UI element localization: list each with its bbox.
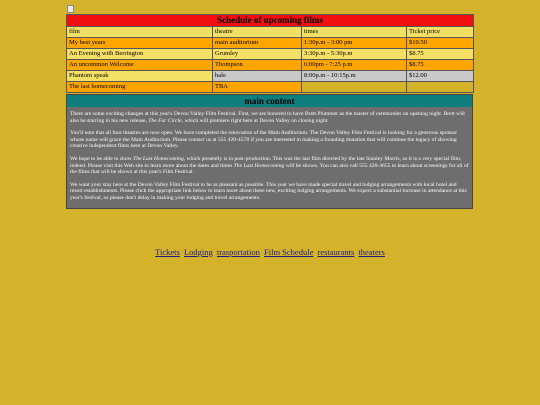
cell-theatre: Grumley [213,49,302,60]
text: , which presently is in post-production. This was the last film directed by the late Stanley Morris, so it is a very special film, indeed. Please visit this Web site to learn more about the dates and times [70,155,462,169]
cell-film: The last homecoming [67,82,213,93]
cell-price: $8.75 [407,49,474,60]
nav-link-film-schedule[interactable]: Film Schedule [264,247,314,257]
cell-price: $8.75 [407,60,474,71]
nav-link-transportation[interactable]: trasportation [216,247,260,257]
table-row [67,60,474,71]
main-content-body [67,107,472,208]
text: will be shown. You can also call 555 420-4655 to learn about screenings for all of the films that will be shown at this year's Film Festival. [70,162,469,176]
header-ticket-price: Ticket price [407,27,474,38]
nav-link-restaurants[interactable]: restaurants [317,247,355,257]
film-title-emphasis: The Far Circle [148,117,182,124]
cell-film: An uncommon Welcome [67,60,213,71]
text: , which will premiere right here at Devon Valley on closing night. [181,117,329,124]
cell-theatre: TBA [213,82,302,93]
content-wrapper [66,14,473,209]
broken-image-icon [67,5,74,13]
paragraph-last-homecoming [70,156,469,176]
paragraph-mc [70,111,469,124]
cell-times: 6:00pm - 7:25 p.m [302,60,407,71]
header-theatre: theatre [213,27,302,38]
nav-link-tickets[interactable]: Tickets [155,247,180,257]
schedule-title: Schedule of upcoming films [67,15,474,27]
footer-nav [0,247,540,257]
header-film: film [67,27,213,38]
cell-film: An Evening with Berrington [67,49,213,60]
cell-film: My best years [67,38,213,49]
cell-theatre: main auditorium [213,38,302,49]
cell-price: $12.00 [407,71,474,82]
text: There are some exciting changes at this year's Devon Valley Film Festival. First, we are honored to have Brett Plummer as the master of ceremonies on opening night. Brett will also be starring in his new release, [70,111,465,124]
paragraph-lodging: We want your stay here at the Devon Valley Film Festival to be as pleasant as possible. This year we have made special travel and lodging arrangements with local hotel and resort establishments. Please click the appropriate link below to learn more about these new, exciting lodging arrangements. We expect a substantial increase in attendance at this year's festival, so please don't delay in making your lodging and travel arrangements. [70,181,467,201]
main-content-title: main content [67,95,472,107]
main-content-panel [66,94,473,209]
schedule-table [66,14,474,93]
nav-link-lodging[interactable]: Lodging [183,247,213,257]
cell-times: 1:30p.m - 3:00 pm [302,38,407,49]
header-times: times [302,27,407,38]
film-title-emphasis: The Last Homecoming [233,162,285,169]
cell-theatre: Thompson [213,60,302,71]
cell-theatre: hale [213,71,302,82]
table-row [67,82,474,93]
cell-times: 8:00p.m - 10:15p.m [302,71,407,82]
cell-price: $10.50 [407,38,474,49]
nav-link-theaters[interactable]: theaters [358,247,385,257]
paragraph-theatres: You'll note that all four theatres are now open. We have completed the renovation of the Main Auditorium. The Devon Valley Film Festival is looking for a generous sponsor whose name will grace the Main Auditorium. Please contact us at 555 420-4578 if you are interested in making a founding donation that will continue the legacy of showing creative independent films here at Devon Valley. [70,130,458,150]
cell-film: Phantom speak [67,71,213,82]
table-row [67,71,474,82]
cell-price [407,82,474,93]
schedule-header-row [67,27,474,38]
film-title-emphasis: The Last Homecoming [133,155,184,162]
table-row [67,38,474,49]
cell-times: 3:30p.m - 5:30p.m [302,49,407,60]
cell-times [302,82,407,93]
text: We hope to be able to show [70,155,134,162]
table-row [67,49,474,60]
